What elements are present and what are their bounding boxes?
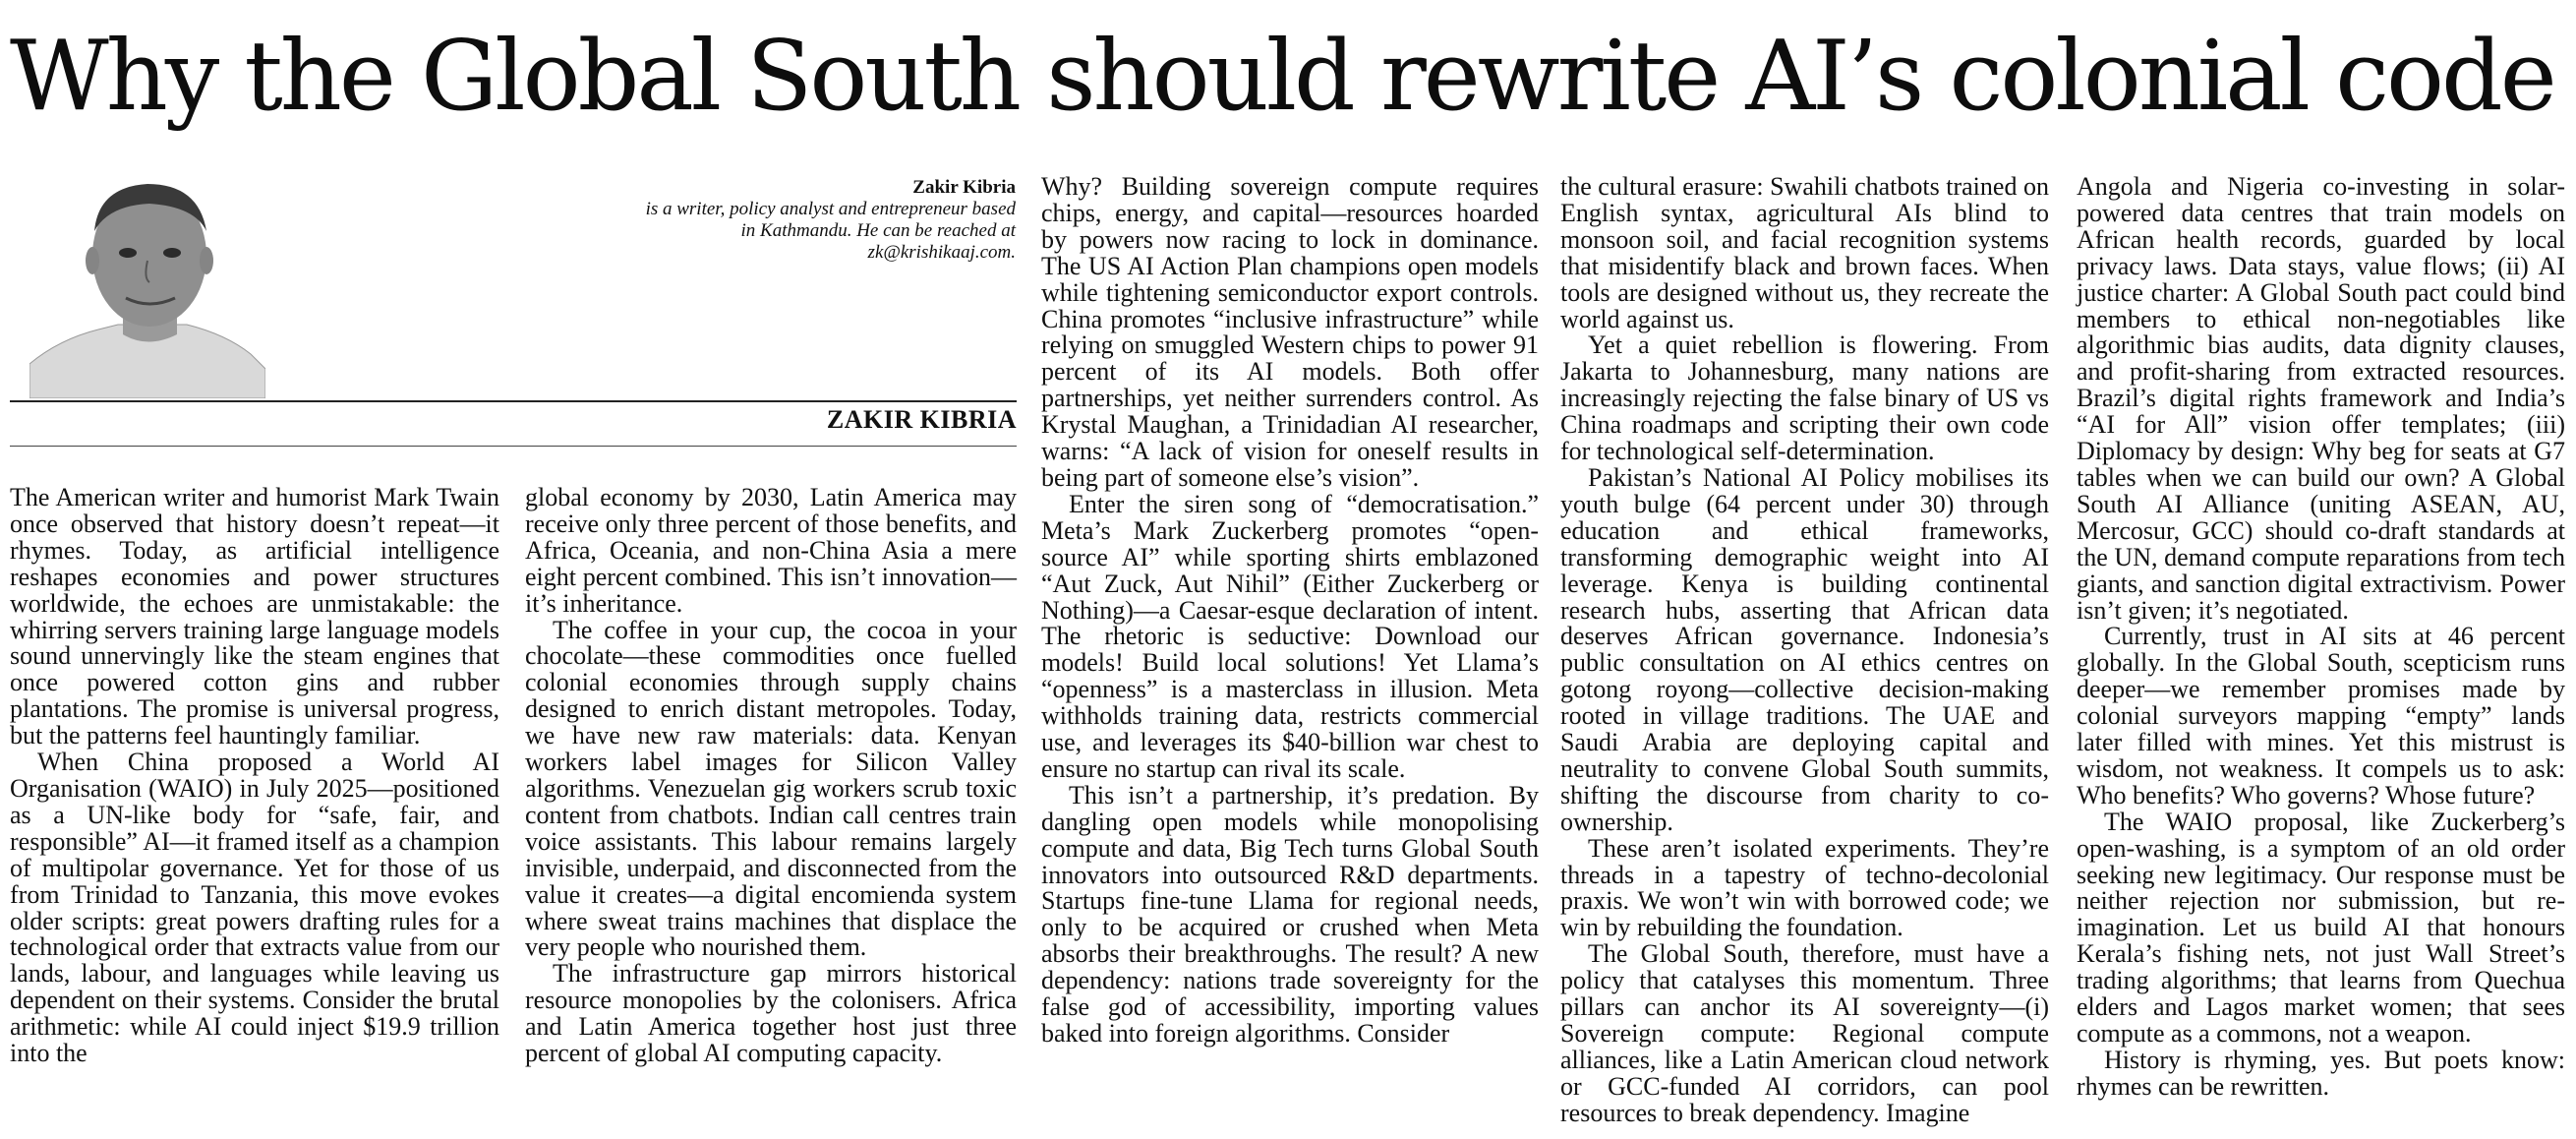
paragraph: the cultural erasure: Swahili chatbots trained on English syntax, agricultural AIs blind to monsoon soil, and facial recognition systems that misidentify black and brown faces. When tools are designed without us, they recreate the world against us. <box>1560 172 2049 333</box>
author-portrait <box>29 162 265 398</box>
paragraph: Enter the siren song of “democratisation.” Meta’s Mark Zuckerberg promotes “open-source AI” while sporting shirts emblazoned “Aut Zuck, Aut Nihil” (Either Zuckerberg or Nothing)—a Caesar-esque declaration of intent. The rhetoric is seductive: Download our models! Build local solutions! Yet Llama’s “openness” is a masterclass in illusion. Meta withholds training data, restricts commercial use, and leverages its $40-billion war chest to ensure no startup can rival its scale. <box>1041 489 1539 783</box>
article-column-4 <box>1560 174 2049 1127</box>
paragraph: The American writer and humorist Mark Twain once observed that history doesn’t repeat—it rhymes. Today, as artificial intelligence reshapes economies and power structures worldwide, the echoes are unmistakable: the whirring servers training large language models sound unnervingly like the steam engines that once powered cotton gins and rubber plantations. The promise is universal progress, but the patterns feel hauntingly familiar. <box>10 483 499 750</box>
article-column-5 <box>2077 174 2565 1101</box>
article-column-1 <box>10 485 499 1067</box>
paragraph: The WAIO proposal, like Zuckerberg’s open-washing, is a symptom of an old order seeking new legitimacy. Our response must be neither rejection nor submission, but re-imagination. Let us build AI that honours Kerala’s fishing nets, not just Wall Street’s trading algorithms; that learns from Quechua elders and Lagos market women; that sees compute as a commons, not a weapon. <box>2077 807 2565 1048</box>
paragraph: These aren’t isolated experiments. They’re threads in a tapestry of techno-decolonial praxis. We won’t win with borrowed code; we win by rebuilding the foundation. <box>1560 833 2049 942</box>
headline: Why the Global South should rewrite AI’s colonial code <box>10 21 2554 133</box>
author-bio-text: is a writer, policy analyst and entrepreneur based in Kathmandu. He can be reached at zk@krishikaaj.com. <box>645 199 1016 263</box>
byline-rule-bottom <box>10 446 1017 447</box>
author-byline: ZAKIR KIBRIA <box>826 405 1017 434</box>
paragraph: The coffee in your cup, the cocoa in your chocolate—these commodities once fuelled colonial economies through supply chains designed to enrich distant metropoles. Today, we have new raw materials: data. Kenyan workers label images for Silicon Valley algorithms. Venezuelan gig workers scrub toxic content from chatbots. Indian call centres train voice assistants. This labour remains largely invisible, underpaid, and disconnected from the value it creates—a digital encomienda system where sweat trains machines that displace the very people who nourished them. <box>525 615 1017 962</box>
paragraph: Angola and Nigeria co-investing in solar-powered data centres that train models on African health records, guarded by local privacy laws. Data stays, value flows; (ii) AI justice charter: A Global South pact could bind members to ethical non-negotiables like algorithmic bias audits, data dignity clauses, and profit-sharing from extracted resources. Brazil’s digital rights framework and India’s “AI for All” vision offer templates; (iii) Diplomacy by design: Why beg for seats at G7 tables when we can build our own? A Global South AI Alliance (uniting ASEAN, AU, Mercosur, GCC) should co-draft standards at the UN, demand compute reparations from tech giants, and sanction digital extractivism. Power isn’t given; it’s negotiated. <box>2077 172 2565 625</box>
paragraph: Why? Building sovereign compute requires chips, energy, and capital—resources hoarded by powers now racing to lock in dominance. The US AI Action Plan champions open models while tightening semiconductor export controls. China promotes “inclusive infrastructure” while relying on smuggled Western chips to power 91 percent of its AI models. Both offer partnerships, yet neither surrenders control. As Krystal Maughan, a Trinidadian AI researcher, warns: “A lack of vision for oneself results in being part of someone else’s vision”. <box>1041 172 1539 492</box>
paragraph: Pakistan’s National AI Policy mobilises its youth bulge (64 percent under 30) through education and ethical frameworks, transforming demographic weight into AI leverage. Kenya is building continental research hubs, asserting that African data deserves African governance. Indonesia’s public consultation on AI ethics centres on gotong royong—collective decision-making rooted in village traditions. The UAE and Saudi Arabia are deploying capital and neutrality to convene Global South summits, shifting the discourse from charity to co-ownership. <box>1560 462 2049 836</box>
author-bio <box>629 177 1016 264</box>
article-column-2 <box>525 485 1017 1067</box>
paragraph: global economy by 2030, Latin America may receive only three percent of those benefits, and Africa, Oceania, and non-China Asia a mere eight percent combined. This isn’t innovation—it’s inheritance. <box>525 483 1017 618</box>
paragraph: The Global South, therefore, must have a policy that catalyses this momentum. Three pillars can anchor its AI sovereignty—(i) Sovereign compute: Regional compute alliances, like a Latin American cloud network or GCC-funded AI corridors, can pool resources to break dependency. Imagine <box>1560 939 2049 1127</box>
paragraph: The infrastructure gap mirrors historical resource monopolies by the colonisers. Africa and Latin America together host just three percent of global AI computing capacity. <box>525 959 1017 1068</box>
paragraph: This isn’t a partnership, it’s predation. By dangling open models while monopolising compute and data, Big Tech turns Global South innovators into outsourced R&D departments. Startups fine-tune Llama for regional needs, only to be acquired or crushed when Meta absorbs their breakthroughs. The result? A new dependency: nations trade sovereignty for the false god of accessibility, importing values baked into foreign algorithms. Consider <box>1041 780 1539 1048</box>
article-column-3 <box>1041 174 1539 1048</box>
paragraph: When China proposed a World AI Organisation (WAIO) in July 2025—positioned as a UN-like body for “safe, fair, and responsible” AI—it framed itself as a champion of multipolar governance. Yet for those of us from Trinidad to Tanzania, this move evokes older scripts: great powers drafting rules for a technological order that extracts value from our lands, labour, and languages while leaving us dependent on their systems. Consider the brutal arithmetic: while AI could inject $19.9 trillion into the <box>10 748 499 1068</box>
author-bio-name: Zakir Kibria <box>912 177 1016 198</box>
paragraph: History is rhyming, yes. But poets know: rhymes can be rewritten. <box>2077 1045 2565 1101</box>
byline-rule-top <box>10 400 1017 402</box>
paragraph: Yet a quiet rebellion is flowering. From Jakarta to Johannesburg, many nations are increasingly rejecting the false binary of US vs China roadmaps and scripting their own code for technological self-determination. <box>1560 330 2049 466</box>
paragraph: Currently, trust in AI sits at 46 percent globally. In the Global South, scepticism runs deeper—we remember promises made by colonial surveyors mapping “empty” lands later filled with mines. Yet this mistrust is wisdom, not weakness. It compels us to ask: Who benefits? Who governs? Whose future? <box>2077 622 2565 809</box>
